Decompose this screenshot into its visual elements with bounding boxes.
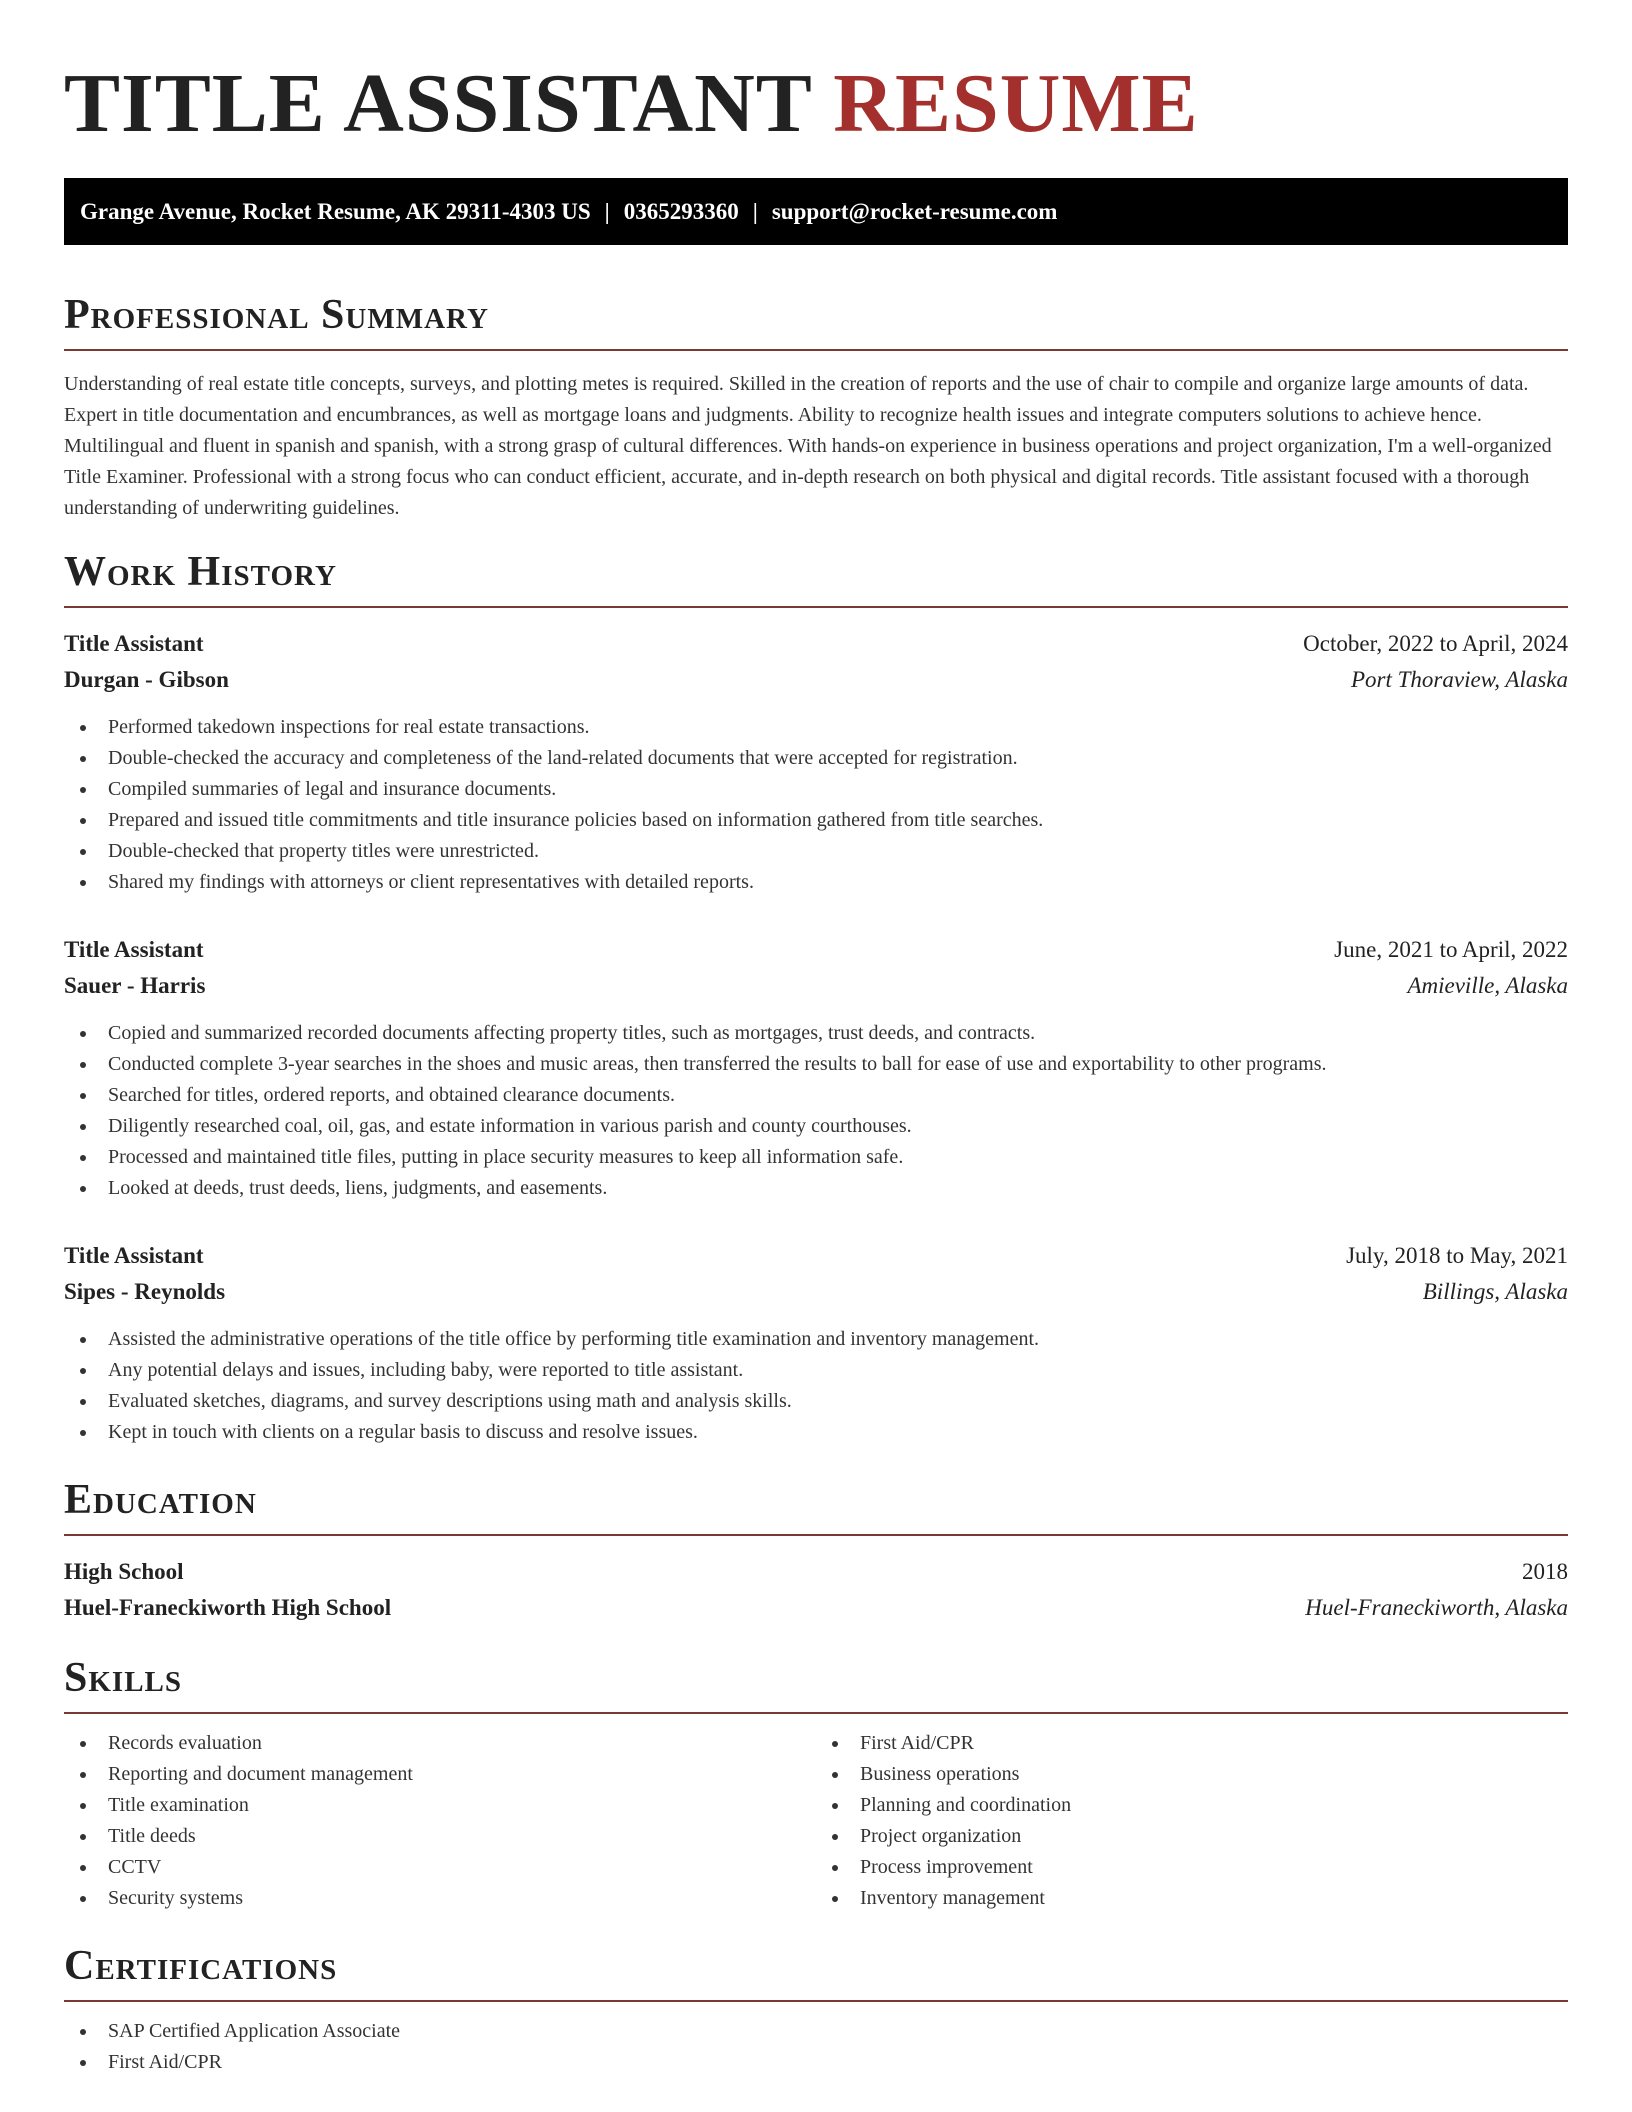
bullet-icon [80,1399,86,1405]
skill-text: Title deeds [108,1825,196,1847]
job-bullet [80,1417,1568,1448]
job-bullet [80,1111,1568,1142]
job-bullet-text: Looked at deeds, trust deeds, liens, judgments, and easements. [108,1177,608,1199]
skill-item [80,1883,816,1914]
skill-item [80,1821,816,1852]
bullet-icon [80,880,86,886]
job-bullet [80,1018,1568,1049]
job-entry [64,932,1568,1204]
skill-text: Planning and coordination [860,1794,1072,1816]
bullet-icon [832,1741,838,1747]
skill-item [80,1728,816,1759]
job-bullet [80,743,1568,774]
job-bullet-text: Double-checked the accuracy and completeness of the land-related documents that were accepted for registration. [108,747,1018,769]
section-divider [64,606,1568,608]
education-entry [64,1554,1568,1626]
job-company-row [64,968,1568,1004]
skill-text: Records evaluation [108,1732,262,1754]
education-heading: Education [64,1477,257,1523]
job-bullets [64,712,1568,898]
job-header-row [64,626,1568,662]
skill-item [832,1852,1568,1883]
work-history-heading: Work History [64,549,337,595]
job-company-row [64,662,1568,698]
summary-section [64,289,1568,524]
certification-text: SAP Certified Application Associate [108,2020,401,2042]
bullet-icon [80,2029,86,2035]
education-header-row [64,1554,1568,1590]
job-bullet-text: Performed takedown inspections for real estate transactions. [108,716,590,738]
section-divider [64,1712,1568,1714]
job-location: Billings, Alaska [1422,1279,1568,1304]
summary-text: Understanding of real estate title concepts, surveys, and plotting metes is required. Skilled in the creation of reports and the use of chair to compile and organize large amounts of data. Expert in title documentation and encumbrances, as well as mortgage loans and judgments. Ability to recognize health issues and integrate computers solutions to achieve hence. Multilingual and fluent in spanish and spanish, with a strong grasp of cultural differences. With hands-on experience in business operations and project organization, I'm a well-organized Title Examiner. Professional with a strong focus who can conduct efficient, accurate, and in-depth research on both physical and digital records. Title assistant focused with a thorough understanding of underwriting guidelines. [64,373,1552,519]
bullet-icon [80,1865,86,1871]
skill-text: Business operations [860,1763,1020,1785]
skill-item [832,1883,1568,1914]
contact-separator: | [752,199,758,224]
job-bullet-text: Any potential delays and issues, including baby, were reported to title assistant. [108,1359,744,1381]
bullet-icon [80,1741,86,1747]
contact-bar [64,178,1568,245]
job-bullet [80,836,1568,867]
job-bullet-text: Searched for titles, ordered reports, and obtained clearance documents. [108,1084,675,1106]
bullet-icon [80,1896,86,1902]
job-bullet-text: Processed and maintained title files, putting in place security measures to keep all information safe. [108,1146,904,1168]
bullet-icon [832,1772,838,1778]
contact-email[interactable]: support@rocket-resume.com [771,199,1058,224]
skill-text: First Aid/CPR [860,1732,974,1754]
job-bullet-text: Copied and summarized recorded documents affecting property titles, such as mortgages, trust deeds, and contracts. [108,1022,1036,1044]
section-divider [64,349,1568,351]
bullet-icon [80,1337,86,1343]
skill-text: Security systems [108,1887,243,1909]
job-bullet [80,1173,1568,1204]
job-bullet [80,805,1568,836]
bullet-icon [80,1031,86,1037]
education-school: Huel-Franeckiworth High School [64,1595,392,1620]
bullet-icon [80,818,86,824]
bullet-icon [80,1155,86,1161]
job-bullet-text: Assisted the administrative operations of the title office by performing title examination and inventory management. [108,1328,1040,1350]
bullet-icon [80,1186,86,1192]
job-bullet [80,1049,1568,1080]
job-dates: October, 2022 to April, 2024 [1303,631,1568,656]
skill-text: Inventory management [860,1887,1045,1909]
job-title: Title Assistant [64,631,204,656]
skill-item [80,1852,816,1883]
resume-page [64,0,1568,2078]
education-location: Huel-Franeckiworth, Alaska [1305,1595,1568,1620]
skills-heading: Skills [64,1655,183,1701]
job-bullets [64,1018,1568,1204]
education-degree: High School [64,1559,184,1584]
contact-phone[interactable]: 0365293360 [623,199,739,224]
bullet-icon [832,1896,838,1902]
bullet-icon [80,1430,86,1436]
bullet-icon [80,756,86,762]
job-company-row [64,1274,1568,1310]
bullet-icon [80,849,86,855]
contact-separator: | [604,199,610,224]
bullet-icon [832,1834,838,1840]
skill-item [80,1759,816,1790]
job-bullet-text: Prepared and issued title commitments and title insurance policies based on information gathered from title searches. [108,809,1044,831]
section-divider [64,1534,1568,1536]
skill-item [832,1728,1568,1759]
job-company: Sauer - Harris [64,973,206,998]
job-company: Sipes - Reynolds [64,1279,226,1304]
certifications-heading: Certifications [64,1943,338,1989]
job-company: Durgan - Gibson [64,667,229,692]
job-location: Amieville, Alaska [1407,973,1568,998]
skills-columns [64,1728,1568,1914]
job-header-row [64,1238,1568,1274]
bullet-icon [80,1062,86,1068]
job-bullet [80,774,1568,805]
job-bullet [80,1080,1568,1111]
job-location: Port Thoraview, Alaska [1350,667,1568,692]
contact-address: Grange Avenue, Rocket Resume, AK 29311-4303 US [80,199,591,224]
summary-heading: Professional Summary [64,292,489,338]
bullet-icon [80,787,86,793]
certifications-list [64,2016,1568,2078]
job-bullet-text: Kept in touch with clients on a regular basis to discuss and resolve issues. [108,1421,698,1443]
job-bullet-text: Conducted complete 3-year searches in the shoes and music areas, then transferred the results to ball for ease of use and exportability to other programs. [108,1053,1327,1075]
bullet-icon [80,1803,86,1809]
job-bullet [80,1386,1568,1417]
job-bullet-text: Diligently researched coal, oil, gas, and estate information in various parish and county courthouses. [108,1115,912,1137]
bullet-icon [832,1803,838,1809]
skill-item [80,1790,816,1821]
resume-title-accent: RESUME [833,57,1199,150]
job-bullet [80,1324,1568,1355]
skill-text: Process improvement [860,1856,1033,1878]
job-dates: June, 2021 to April, 2022 [1334,937,1568,962]
skill-text: CCTV [108,1856,162,1878]
bullet-icon [80,2060,86,2066]
skill-item [832,1790,1568,1821]
job-dates: July, 2018 to May, 2021 [1346,1243,1568,1268]
education-section [64,1474,1568,1626]
bullet-icon [80,725,86,731]
job-bullets [64,1324,1568,1448]
job-bullet-text: Compiled summaries of legal and insurance documents. [108,778,557,800]
education-year: 2018 [1522,1559,1568,1584]
certification-text: First Aid/CPR [108,2051,222,2073]
certification-item [80,2016,1568,2047]
bullet-icon [80,1124,86,1130]
job-bullet-text: Shared my findings with attorneys or client representatives with detailed reports. [108,871,754,893]
resume-title-main: TITLE ASSISTANT [64,57,812,150]
skills-list-left [64,1728,816,1914]
skills-list-right [816,1728,1568,1914]
certifications-section [64,1940,1568,2078]
skill-text: Title examination [108,1794,249,1816]
job-title: Title Assistant [64,1243,204,1268]
job-title: Title Assistant [64,937,204,962]
skill-text: Reporting and document management [108,1763,413,1785]
bullet-icon [80,1772,86,1778]
work-history-section [64,546,1568,1448]
job-bullet [80,1142,1568,1173]
job-header-row [64,932,1568,968]
job-entry [64,1238,1568,1448]
certification-item [80,2047,1568,2078]
skills-section [64,1652,1568,1914]
skill-item [832,1759,1568,1790]
education-school-row [64,1590,1568,1626]
job-bullet [80,1355,1568,1386]
bullet-icon [80,1368,86,1374]
resume-title [64,0,1568,150]
job-bullet [80,867,1568,898]
job-bullet [80,712,1568,743]
bullet-icon [80,1093,86,1099]
bullet-icon [832,1865,838,1871]
job-bullet-text: Evaluated sketches, diagrams, and survey descriptions using math and analysis skills. [108,1390,792,1412]
skill-item [832,1821,1568,1852]
bullet-icon [80,1834,86,1840]
job-entry [64,626,1568,898]
job-bullet-text: Double-checked that property titles were unrestricted. [108,840,539,862]
section-divider [64,2000,1568,2002]
skill-text: Project organization [860,1825,1022,1847]
